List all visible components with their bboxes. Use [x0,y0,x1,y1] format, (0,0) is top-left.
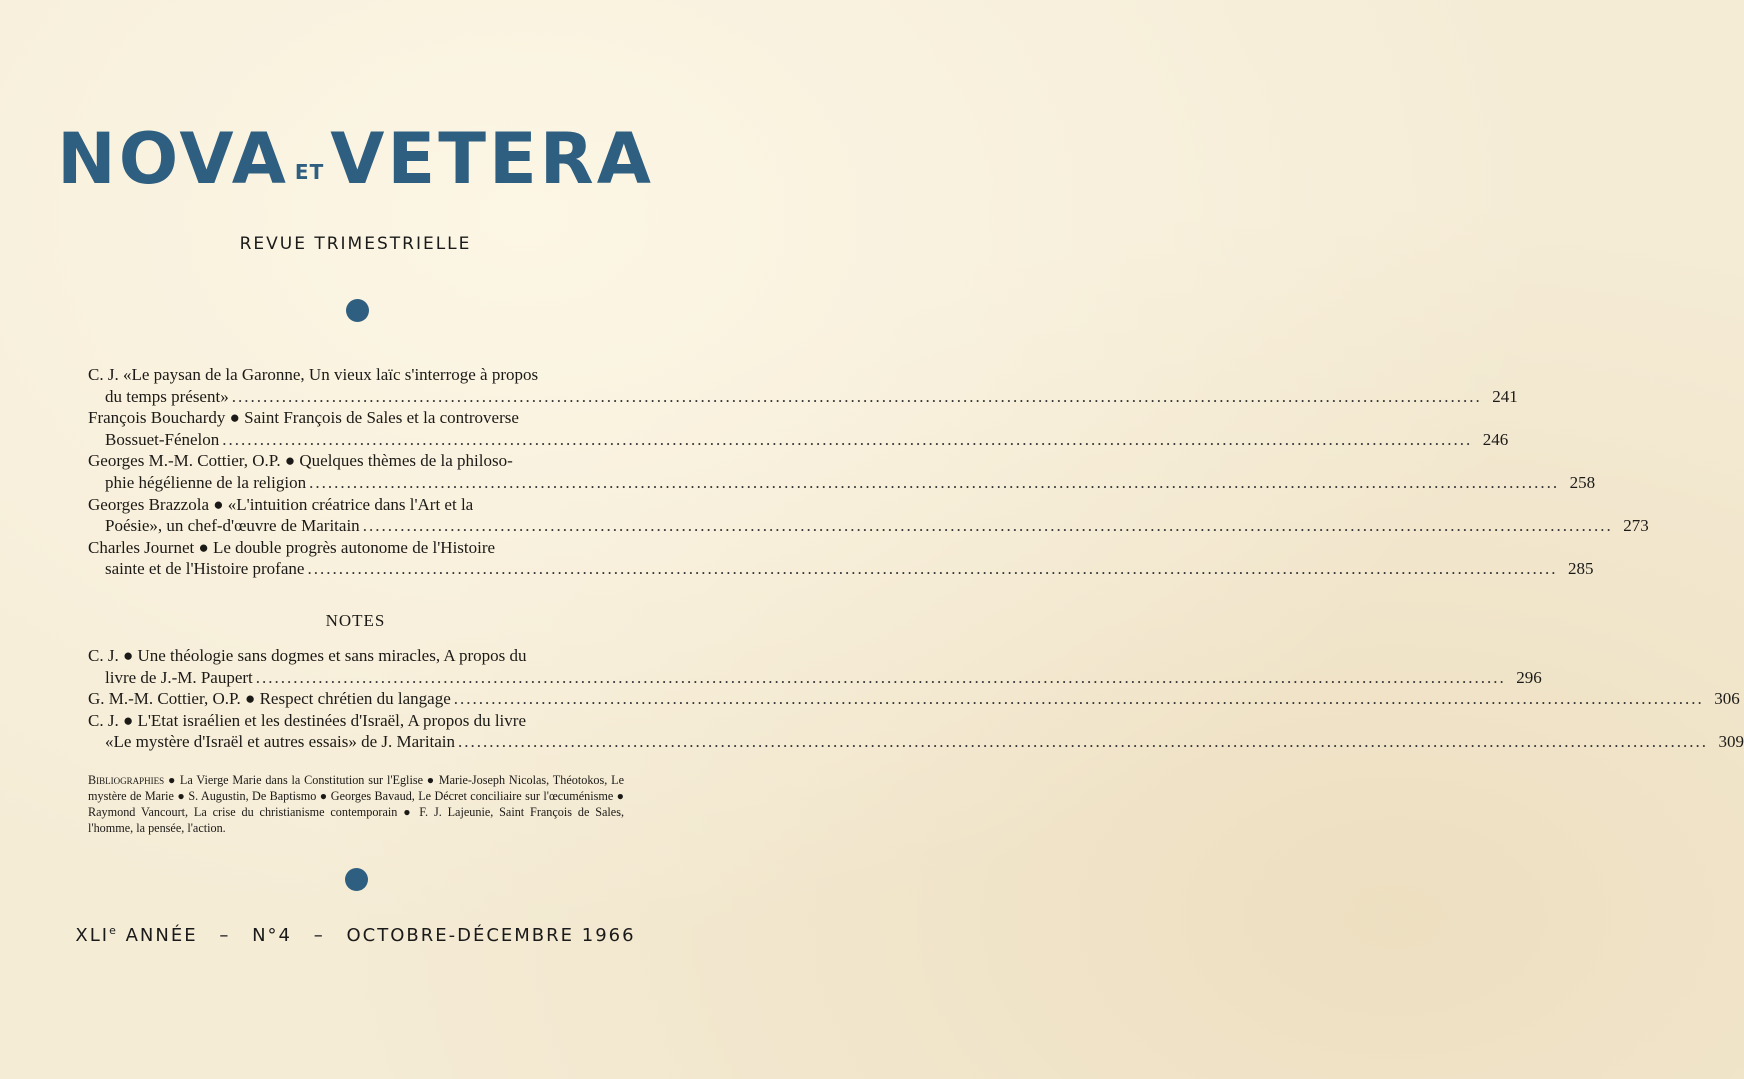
issue-number: N°4 [252,925,292,946]
toc-entry [88,450,1596,493]
issue-separator: – [219,925,231,946]
dot-leader: ........................................................................................................................................................................................................ [255,667,1506,687]
toc-entry [88,364,1518,407]
toc-entry-text: sainte et de l'Histoire profane [105,559,305,579]
notes-entry [88,710,1744,753]
issue-info [0,924,711,946]
journal-masthead [0,118,711,200]
toc-entry-text: C. J. «Le paysan de la Garonne, Un vieux laïc s'interroge à propos [88,365,539,384]
issue-year-suffix: e [109,924,118,937]
notes-page-number: 296 [1516,667,1542,687]
notes-entry-text: G. M.-M. Cottier, O.P. ● Respect chrétien du langage [88,689,451,709]
toc-line [88,407,624,429]
toc-page-number: 246 [1482,429,1509,449]
dot-leader: ........................................................................................................................................................................................................ [458,732,1709,752]
toc-line [88,710,624,732]
dot-leader: ........................................................................................................................................................................................................ [222,429,1473,449]
toc-line [88,386,1518,408]
issue-separator: – [313,925,325,946]
notes-entry-text: C. J. ● Une théologie sans dogmes et sans miracles, A propos du [88,646,527,665]
toc-entry-text: François Bouchardy ● Saint François de Sales et la controverse [88,408,519,428]
bibliographies-section [88,772,624,836]
toc-line [88,429,1509,451]
toc-entry-text: Poésie», un chef-d'œuvre de Maritain [105,516,360,536]
toc-line [88,364,624,386]
toc-line [88,667,1542,689]
issue-period: OCTOBRE-DÉCEMBRE 1966 [346,925,636,946]
toc-entry [88,407,1509,450]
toc-line [88,494,624,516]
toc-line [88,515,1649,537]
toc-line [88,688,1740,710]
toc-entry-text: Georges M.-M. Cottier, O.P. ● Quelques thèmes de la philoso- [88,451,513,471]
ornament-dot-top [346,299,369,322]
notes-entry-text: livre de J.-M. Paupert [105,667,253,687]
dot-leader: ........................................................................................................................................................................................................ [231,386,1482,406]
issue-year-number: XLI [75,925,110,946]
dot-leader: ........................................................................................................................................................................................................ [309,472,1560,492]
bibliographies-text: ● La Vierge Marie dans la Constitution sur l'Eglise ● Marie-Joseph Nicolas, Théotokos, Le mystère de Marie ● S. Augustin, De Baptismo ● Georges Bavaud, Le Décret conciliaire sur l'œcuménisme ● Raymond Vancourt, La crise du christianisme contemporain ● F. J. Lajeunie, Saint François de Sales, l'homme, la pensée, l'action. [88,773,624,835]
toc-entry [88,537,1594,580]
ornament-dot-bottom [345,868,368,891]
toc-entry-text: Bossuet-Fénelon [105,429,220,449]
toc-line [88,472,1596,494]
masthead-et: ET [294,160,325,184]
table-of-contents [88,364,1649,580]
bibliographies-label: Bibliographies [88,773,165,787]
toc-page-number: 285 [1567,559,1594,579]
notes-entry [88,645,1542,688]
masthead-nova: NOVA [57,118,289,200]
toc-page-number: 241 [1492,386,1518,406]
toc-line [88,731,1744,753]
toc-line [88,558,1594,580]
dot-leader: ........................................................................................................................................................................................................ [453,689,1704,709]
notes-entry-text: C. J. ● L'Etat israélien et les destinées d'Israël, A propos du livre [88,710,526,730]
masthead-vetera: VETERA [330,118,654,200]
notes-page-number: 306 [1714,689,1740,709]
toc-entry-text: Georges Brazzola ● «L'intuition créatrice dans l'Art et la [88,494,474,514]
toc-line [88,537,624,559]
toc-line [88,645,624,667]
toc-entry-text: du temps présent» [105,386,229,406]
notes-entry-text: «Le mystère d'Israël et autres essais» de J. Maritain [105,732,456,752]
toc-line [88,450,624,472]
dot-leader: ........................................................................................................................................................................................................ [307,559,1558,579]
toc-entry-text: phie hégélienne de la religion [105,472,307,492]
notes-list [88,645,1744,753]
journal-subtitle: REVUE TRIMESTRIELLE [239,234,472,254]
toc-page-number: 258 [1569,472,1596,492]
notes-entry [88,688,1740,710]
toc-entry-text: Charles Journet ● Le double progrès autonome de l'Histoire [88,537,496,557]
toc-page-number: 273 [1623,516,1649,536]
issue-year-word: ANNÉE [125,925,198,946]
notes-heading: NOTES [325,611,386,630]
toc-entry [88,494,1649,537]
dot-leader: ........................................................................................................................................................................................................ [362,516,1613,536]
notes-page-number: 309 [1718,732,1744,752]
